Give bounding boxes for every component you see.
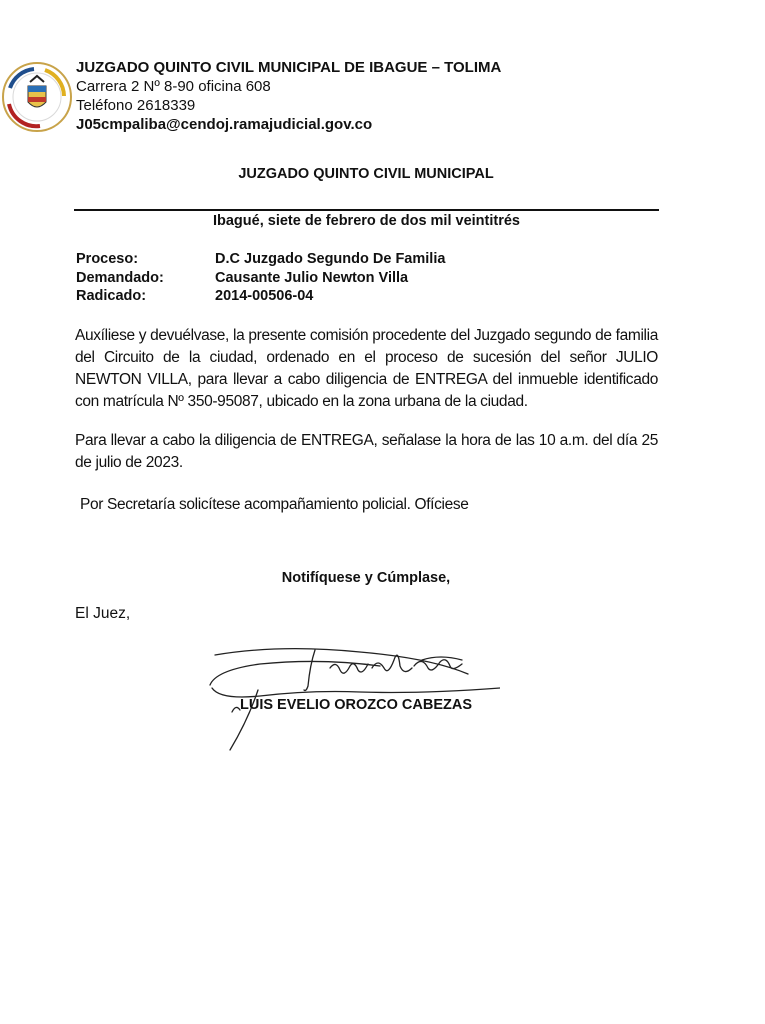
closing-formula: Notifíquese y Cúmplase, [281,570,451,586]
case-info-label: Proceso: [76,251,139,267]
body-paragraph: Por Secretaría solicítese acompañamiento policial. Ofíciese [80,496,469,513]
case-info-value: 2014-00506-04 [215,288,314,304]
colombia-coat-of-arms-seal-icon [0,60,74,134]
court-name: JUZGADO QUINTO CIVIL MUNICIPAL DE IBAGUE – TOLIMA [76,59,502,76]
case-info-value: D.C Juzgado Segundo De Familia [215,251,446,267]
case-info-label: Demandado: [76,269,164,286]
court-address: Carrera 2 Nº 8-90 oficina 608 [76,78,271,95]
court-phone: Teléfono 2618339 [76,97,196,114]
handwritten-signature [200,630,500,760]
court-email: J05cmpaliba@cendoj.ramajudicial.gov.co [76,116,373,133]
judge-label: El Juez, [75,605,131,622]
header-divider [74,209,659,211]
body-paragraph: Auxíliese y devuélvase, la presente comisión procedente del Juzgado segundo de familia del Circuito de la ciudad, ordenado en el proceso de sucesión del señor JULIO NEWTON VILLA, para llevar a cabo diligencia de ENTREGA del inmueble identificado con matrícula Nº 350-95087, ubicado en la zona urbana de la ciudad. [75,327,658,410]
document-subtitle: JUZGADO QUINTO CIVIL MUNICIPAL [238,166,494,182]
date-line: Ibagué, siete de febrero de dos mil veintitrés [212,213,520,229]
case-info-label: Radicado: [76,288,147,304]
body-paragraph: Para llevar a cabo la diligencia de ENTREGA, señalase la hora de las 10 a.m. del día 25 de julio de 2023. [75,432,658,471]
case-info-value: Causante Julio Newton Villa [215,269,409,286]
judge-name: LUIS EVELIO OROZCO CABEZAS [240,697,473,713]
letterhead [76,58,501,134]
